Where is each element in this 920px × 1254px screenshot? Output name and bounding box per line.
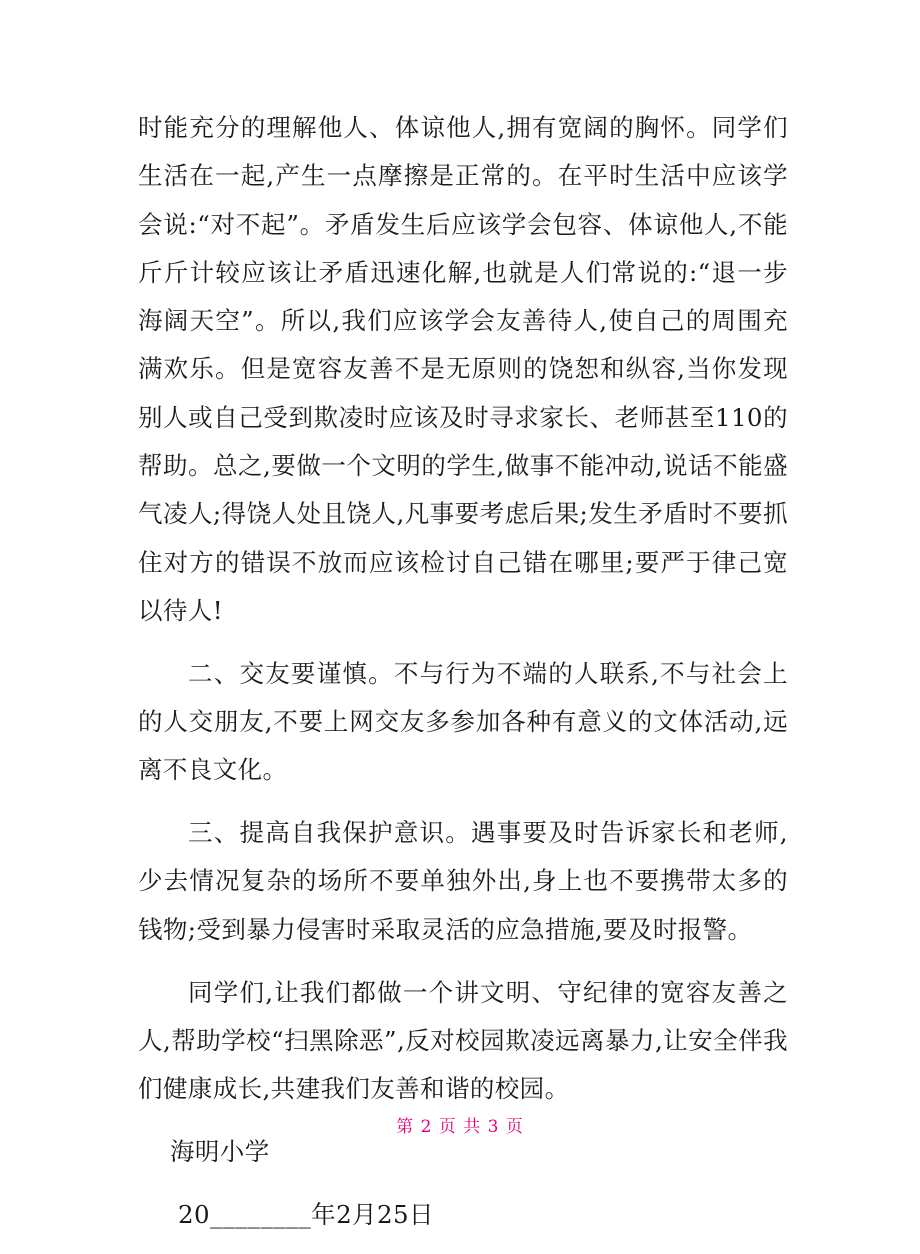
paragraph-continuation: 时能充分的理解他人、体谅他人,拥有宽阔的胸怀。同学们生活在一起,产生一点摩擦是正常的。在平时生活中应该学会说:“对不起”。矛盾发生后应该学会包容、体谅他人,不能斤斤计较应该让矛盾迅速化解,也就是人们常说的:“退一步海阔天空”。所以,我们应该学会友善待人,使自己的周围充满欢乐。但是宽容友善不是无原则的饶恕和纵容,当你发现别人或自己受到欺凌时应该及时寻求家长、老师甚至110的帮助。总之,要做一个文明的学生,做事不能冲动,说话不能盛气凌人;得饶人处且饶人,凡事要考虑后果;发生矛盾时不要抓住对方的错误不放而应该检讨自己错在哪里;要严于律己宽以待人! — [138, 113, 788, 625]
signature-date: 20________年2月25日 — [178, 1199, 434, 1229]
paragraph-making-friends: 二、交友要谨慎。不与行为不端的人联系,不与社会上的人交朋友,不要上网交友多参加各种有意义的文体活动,远离不良文化。 — [138, 658, 788, 785]
paragraph-self-protection: 三、提高自我保护意识。遇事要及时告诉家长和老师,少去情况复杂的场所不要单独外出,身上也不要携带太多的钱物;受到暴力侵害时采取灵活的应急措施,要及时报警。 — [138, 818, 788, 944]
signature-school-name: 海明小学 — [170, 1136, 270, 1166]
document-body — [138, 104, 788, 1254]
paragraph-closing-appeal: 同学们,让我们都做一个讲文明、守纪律的宽容友善之人,帮助学校“扫黑除恶”,反对校园欺凌远离暴力,让安全伴我们健康成长,共建我们友善和谐的校园。 — [138, 977, 788, 1104]
page-number-footer: 第 2 页 共 3 页 — [396, 1117, 524, 1137]
